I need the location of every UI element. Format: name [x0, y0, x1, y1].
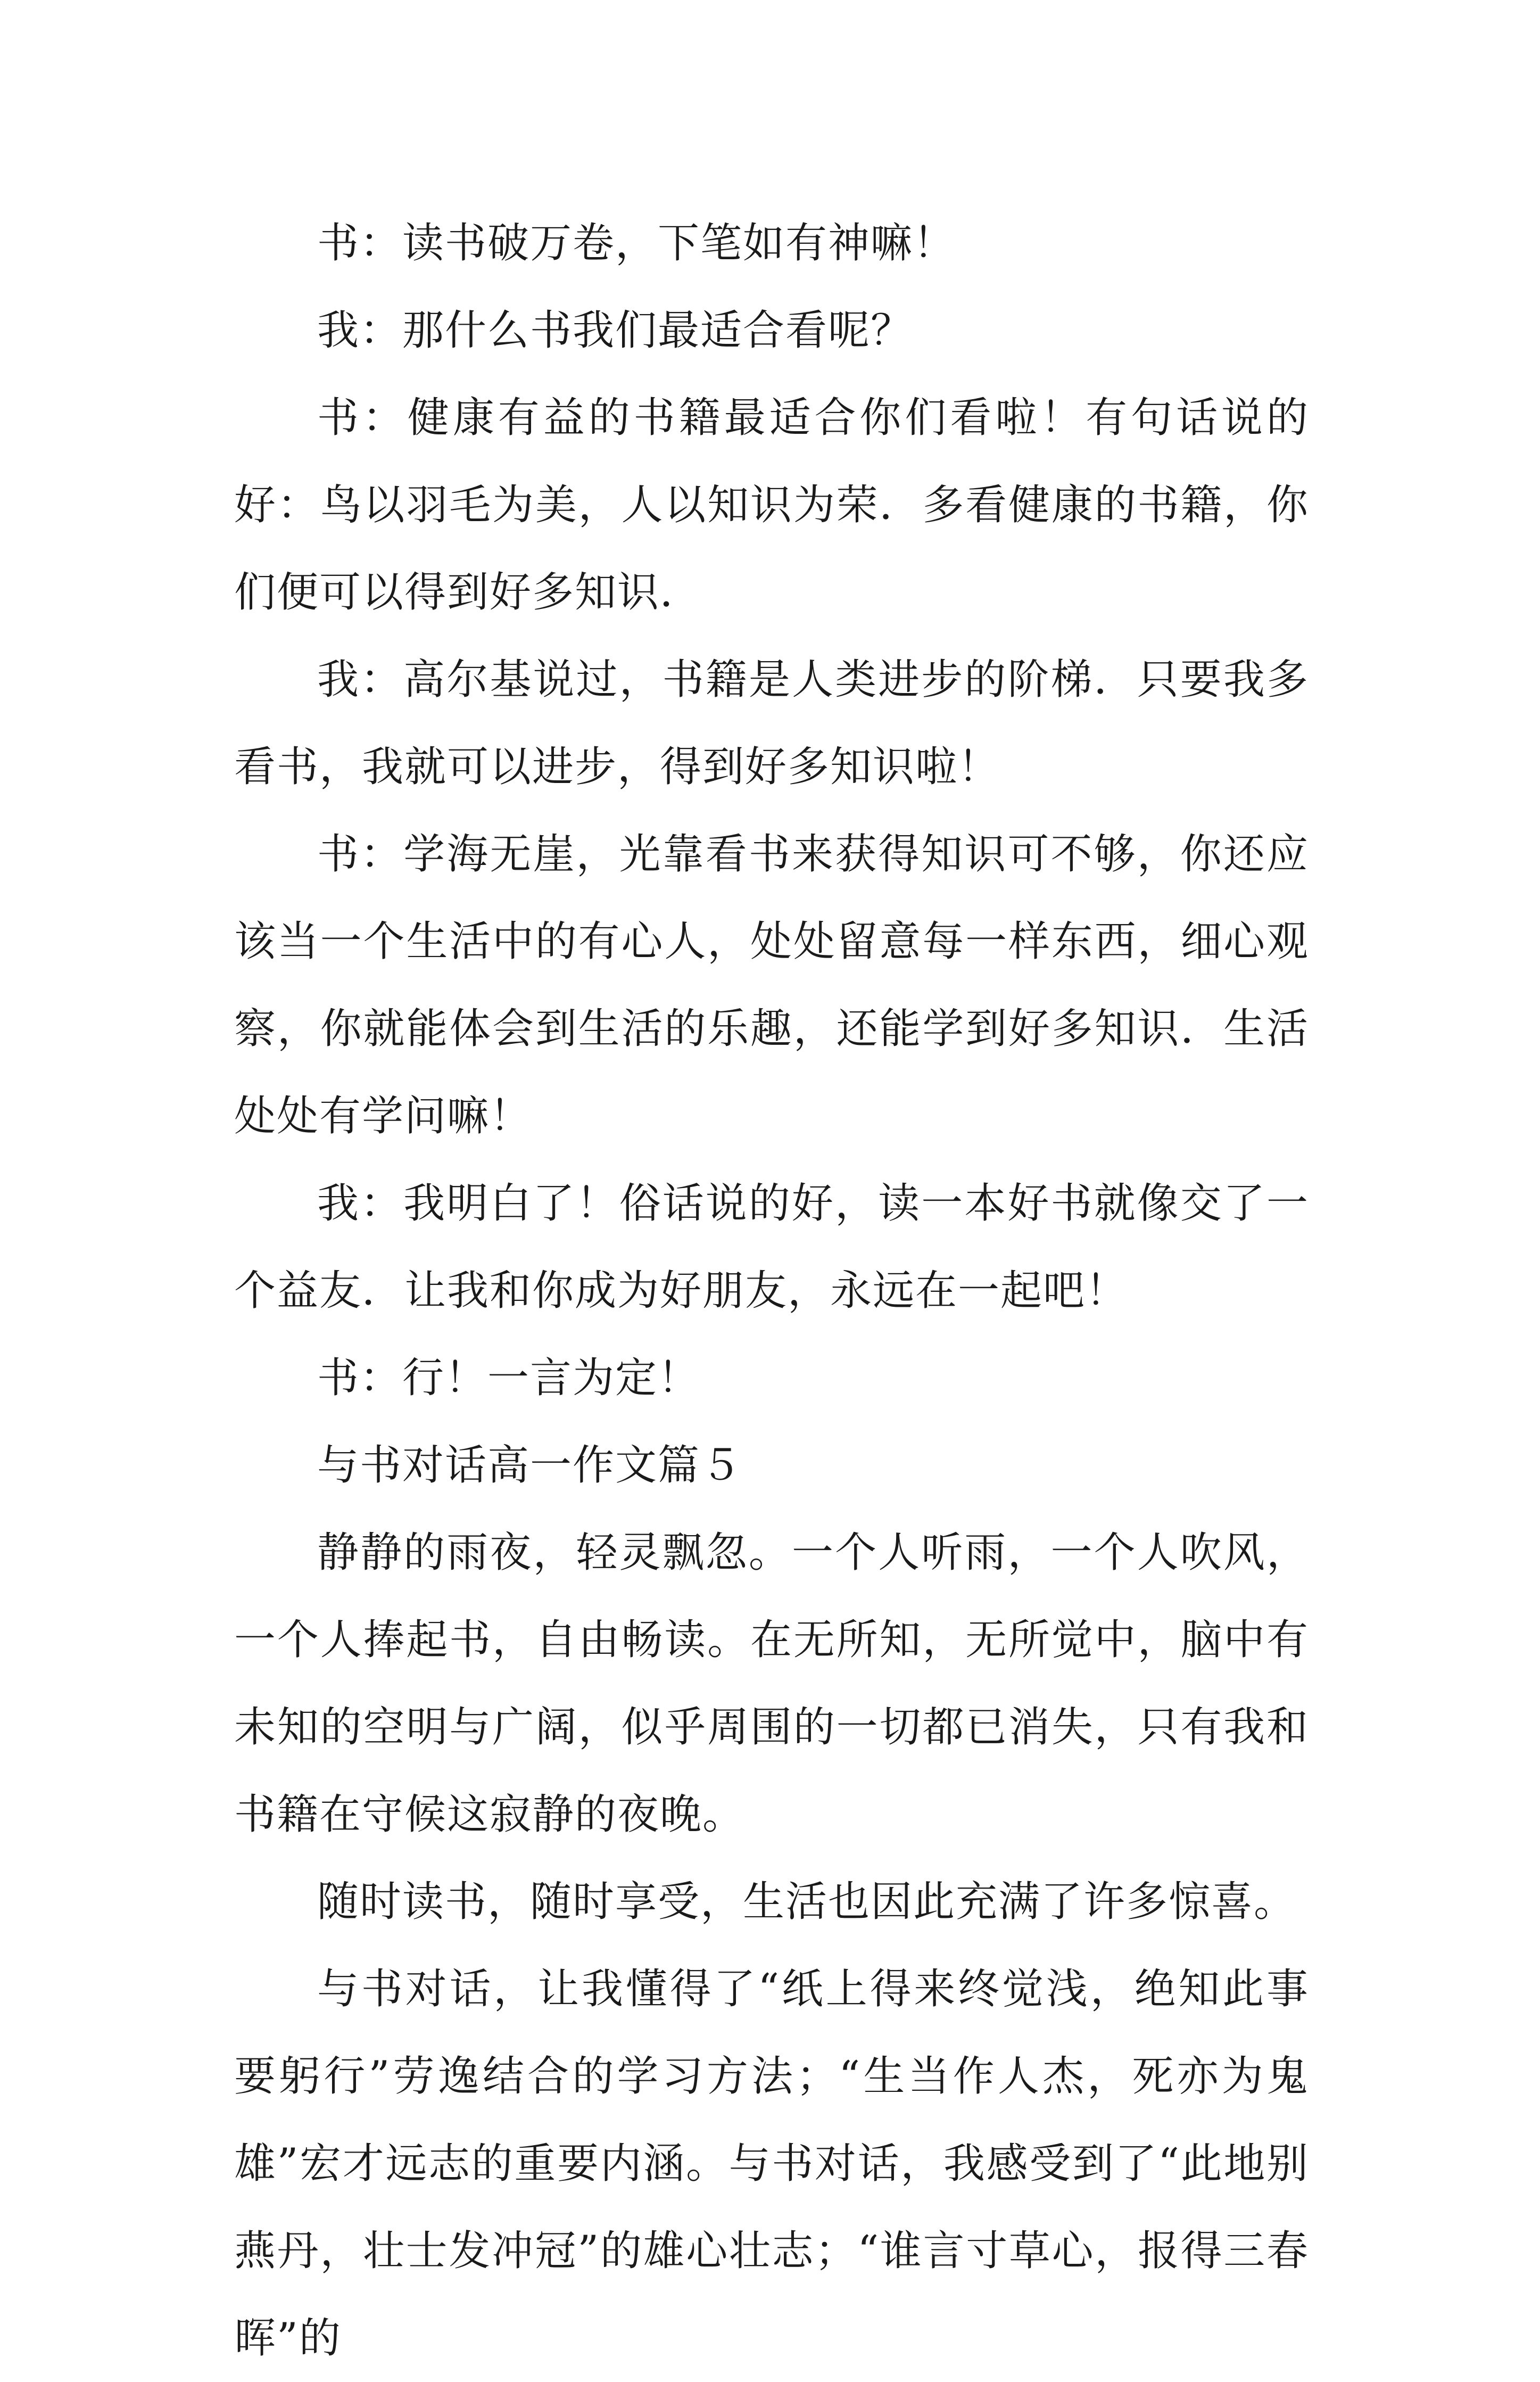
paragraph-rainy-night: 静静的雨夜，轻灵飘忽。一个人听雨，一个人吹风，一个人捧起书，自由畅读。在无所知，无所觉中，脑中有未知的空明与广阔，似乎周围的一切都已消失，只有我和书籍在守候这寂静的夜晚。: [234, 1529, 1309, 1839]
section-heading: 与书对话高一作文篇５: [317, 1441, 743, 1489]
paragraph-me-line-2: 我：高尔基说过，书籍是人类进步的阶梯．只要我多看书，我就可以进步，得到好多知识啦！: [234, 656, 1309, 791]
paragraph-book-line-1: 书：读书破万卷，下笔如有神嘛！: [317, 219, 956, 267]
paragraph-me-line-1: 我：那什么书我们最适合看呢？: [317, 307, 914, 355]
paragraph-book-line-4: 书：行！一言为定！: [317, 1354, 701, 1402]
paragraph-book-line-3: 书：学海无崖，光靠看书来获得知识可不够，你还应该当一个生活中的有心人，处处留意每一样东西，细心观察，你就能体会到生活的乐趣，还能学到好多知识．生活处处有学问嘛！: [234, 830, 1309, 1140]
paragraph-book-line-2: 书：健康有益的书籍最适合你们看啦！有句话说的好：鸟以羽毛为美，人以知识为荣．多看健康的书籍，你们便可以得到好多知识．: [234, 394, 1309, 616]
paragraph-dialogue-with-books: 与书对话，让我懂得了“纸上得来终觉浅，绝知此事要躬行”劳逸结合的学习方法；“生当作人杰，死亦为鬼雄”宏才远志的重要内涵。与书对话，我感受到了“此地别燕丹，壮士发冲冠”的雄心壮志；“谁言寸草心，报得三春晖”的: [234, 1965, 1309, 2362]
document-body: [234, 200, 1309, 2382]
paragraph-me-line-3: 我：我明白了！俗话说的好，读一本好书就像交了一个益友．让我和你成为好朋友，永远在一起吧！: [234, 1180, 1309, 1315]
paragraph-reading-joy: 随时读书，随时享受，生活也因此充满了许多惊喜。: [317, 1878, 1297, 1926]
